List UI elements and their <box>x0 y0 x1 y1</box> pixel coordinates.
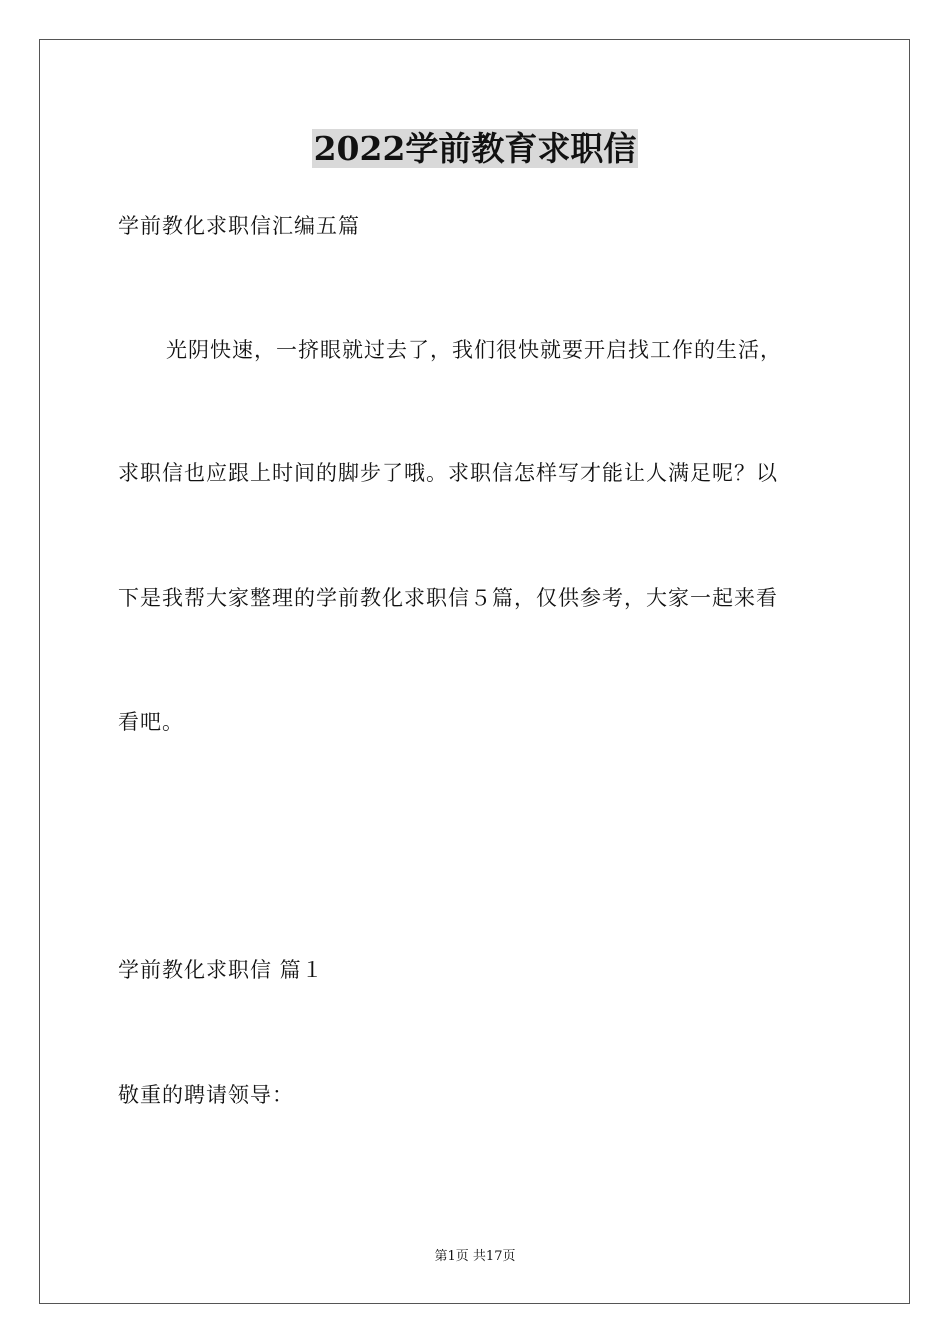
document-title <box>0 128 950 170</box>
salutation: 敬重的聘请领导： <box>118 1083 294 1107</box>
intro-line-3: 下是我帮大家整理的学前教化求职信５篇，仅供参考，大家一起来看 <box>118 586 778 610</box>
intro-line-4: 看吧。 <box>118 710 184 734</box>
document-subtitle: 学前教化求职信汇编五篇 <box>118 214 360 238</box>
section-heading: 学前教化求职信 篇１ <box>118 958 324 982</box>
intro-line-1: 光阴快速，一挤眼就过去了，我们很快就要开启找工作的生活， <box>166 338 782 362</box>
document-title-text: 2022学前教育求职信 <box>313 129 637 168</box>
page-footer: 第1页 共17页 <box>434 1249 516 1264</box>
intro-line-2: 求职信也应跟上时间的脚步了哦。求职信怎样写才能让人满足呢？以 <box>118 461 778 485</box>
